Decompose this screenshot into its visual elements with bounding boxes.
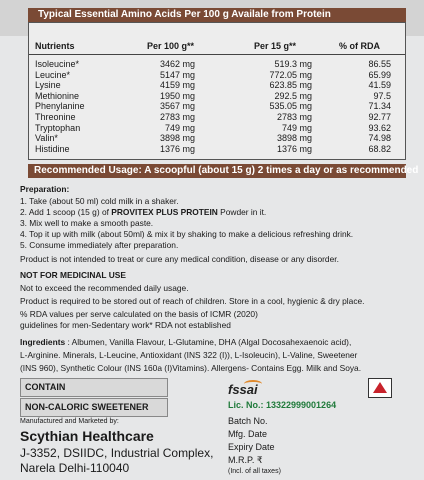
expiry-date-label: Expiry Date xyxy=(228,442,275,452)
table-cell: Lysine xyxy=(35,80,61,91)
prep-step-5: 5. Consume immediately after preparation. xyxy=(20,240,179,250)
table-cell: 3462 mg xyxy=(159,59,195,69)
table-cell: Phenylanine xyxy=(35,101,85,112)
per15-column xyxy=(254,59,312,154)
table-cell: 3567 mg xyxy=(159,101,195,112)
table-cell: 3898 mg xyxy=(159,133,195,144)
ingredients-line-1 xyxy=(20,337,351,347)
fssai-logo: fssai xyxy=(228,382,258,397)
table-cell: 5147 mg xyxy=(159,69,195,80)
table-cell: Threonine xyxy=(35,111,76,122)
recommended-usage-bar: Recommended Usage: A scoopful (about 15 g) 2 times a day or as recommended xyxy=(28,164,406,178)
table-cell: 3898 mg xyxy=(276,133,312,144)
rda-note-1: % RDA values per serve calculated on the basis of ICMR (2020) xyxy=(20,309,258,319)
prep-step-3: 3. Mix well to make a smooth paste. xyxy=(20,218,154,228)
prep-step-2-pre: 2. Add 1 scoop (15 g) of xyxy=(20,207,112,217)
table-cell: 41.59 xyxy=(368,80,391,91)
product-name: PROVITEX PLUS PROTEIN xyxy=(111,207,218,217)
ingredients-line-2: L-Arginine. Minerals, L-Leucine, Antioxidant (INS 322 (I)), L-Isoleucin), L-Valine, Sweetener xyxy=(20,350,358,360)
table-cell: 772.05 mg xyxy=(269,69,312,80)
table-cell: 535.05 mg xyxy=(269,101,312,112)
table-cell: 2783 mg xyxy=(276,111,312,122)
table-cell: 519.3 mg xyxy=(274,59,312,69)
fssai-license-number: Lic. No.: 13322999001264 xyxy=(228,400,337,410)
rda-note-2: guidelines for men-Sedentary work* RDA not established xyxy=(20,320,231,330)
rda-column xyxy=(347,59,391,154)
table-cell: Valin* xyxy=(35,133,58,144)
disclaimer-text: Product is not intended to treat or cure any medical condition, disease or any disorder. xyxy=(20,254,339,264)
table-cell: 749 mg xyxy=(164,122,195,133)
table-cell: 1376 mg xyxy=(276,143,312,154)
nutrient-name-column xyxy=(35,59,85,154)
table-cell: 623.85 mg xyxy=(269,80,312,91)
exceed-warning: Not to exceed the recommended daily usage. xyxy=(20,283,189,293)
table-cell: 68.82 xyxy=(368,143,391,154)
manufacturer-label: Manufactured and Marketed by: xyxy=(20,418,119,425)
table-cell: 65.99 xyxy=(368,69,391,80)
mfg-date-label: Mfg. Date xyxy=(228,429,268,439)
manufacturer-name: Scythian Healthcare xyxy=(20,428,154,444)
table-cell: Tryptophan xyxy=(35,122,81,133)
col-header-nutrients: Nutrients xyxy=(35,41,75,51)
prep-step-2 xyxy=(20,207,266,217)
table-cell: 749 mg xyxy=(281,122,312,133)
col-header-rda: % of RDA xyxy=(339,41,380,51)
table-cell: 4159 mg xyxy=(159,80,195,91)
table-cell: Isoleucine* xyxy=(35,59,80,69)
preparation-title: Preparation: xyxy=(20,184,70,194)
table-cell: 2783 mg xyxy=(159,111,195,122)
amino-acid-table xyxy=(28,22,406,160)
non-veg-symbol-icon xyxy=(368,378,392,398)
prep-step-2-post: Powder in it. xyxy=(217,207,267,217)
table-cell: 1950 mg xyxy=(159,90,195,101)
col-header-per100: Per 100 g** xyxy=(147,41,195,51)
taxes-note: (Incl. of all taxes) xyxy=(228,468,281,475)
ingredients-line-3: (INS 960), Synthetic Colour (INS 160a (I)Vitamins). Allergens- Contains Egg. Milk and Soya. xyxy=(20,363,362,373)
table-cell: 97.5 xyxy=(373,90,391,101)
contain-box: CONTAIN xyxy=(20,378,168,397)
batch-number-label: Batch No. xyxy=(228,416,268,426)
table-cell: 1376 mg xyxy=(159,143,195,154)
table-cell: Histidine xyxy=(35,143,70,154)
table-cell: Methionine xyxy=(35,90,80,101)
header-rule xyxy=(29,54,405,55)
table-cell: 92.77 xyxy=(368,111,391,122)
storage-text: Product is required to be stored out of reach of children. Store in a cool, hygienic & dry place. xyxy=(20,296,365,306)
prep-step-1: 1. Take (about 50 ml) cold milk in a shaker. xyxy=(20,196,179,206)
amino-acid-header: Typical Essential Amino Acids Per 100 g Availale from Protein xyxy=(28,8,406,22)
prep-step-4: 4. Top it up with milk (about 50ml) & mix it by shaking to make a delicious refreshing drink. xyxy=(20,229,354,239)
table-cell: 71.34 xyxy=(368,101,391,112)
table-cell: 93.62 xyxy=(368,122,391,133)
manufacturer-address-2: Narela Delhi-110040 xyxy=(20,461,130,475)
table-cell: 74.98 xyxy=(368,133,391,144)
table-cell: 86.55 xyxy=(368,59,391,69)
ingredients-label: Ingredients xyxy=(20,337,66,347)
not-medicinal-heading: NOT FOR MEDICINAL USE xyxy=(20,270,126,280)
mrp-label: M.R.P. ₹ xyxy=(228,455,263,465)
manufacturer-address-1: J-3352, DSIIDC, Industrial Complex, xyxy=(20,446,214,460)
col-header-per15: Per 15 g** xyxy=(254,41,297,51)
non-caloric-sweetener-box: NON-CALORIC SWEETENER xyxy=(20,398,168,417)
table-cell: Leucine* xyxy=(35,69,71,80)
ingredients-text-1: : Albumen, Vanilla Flavour, L-Glutamine, DHA (Algal Docosahexaenoic acid), xyxy=(65,337,352,347)
per100-column xyxy=(147,59,195,154)
table-cell: 292.5 mg xyxy=(274,90,312,101)
